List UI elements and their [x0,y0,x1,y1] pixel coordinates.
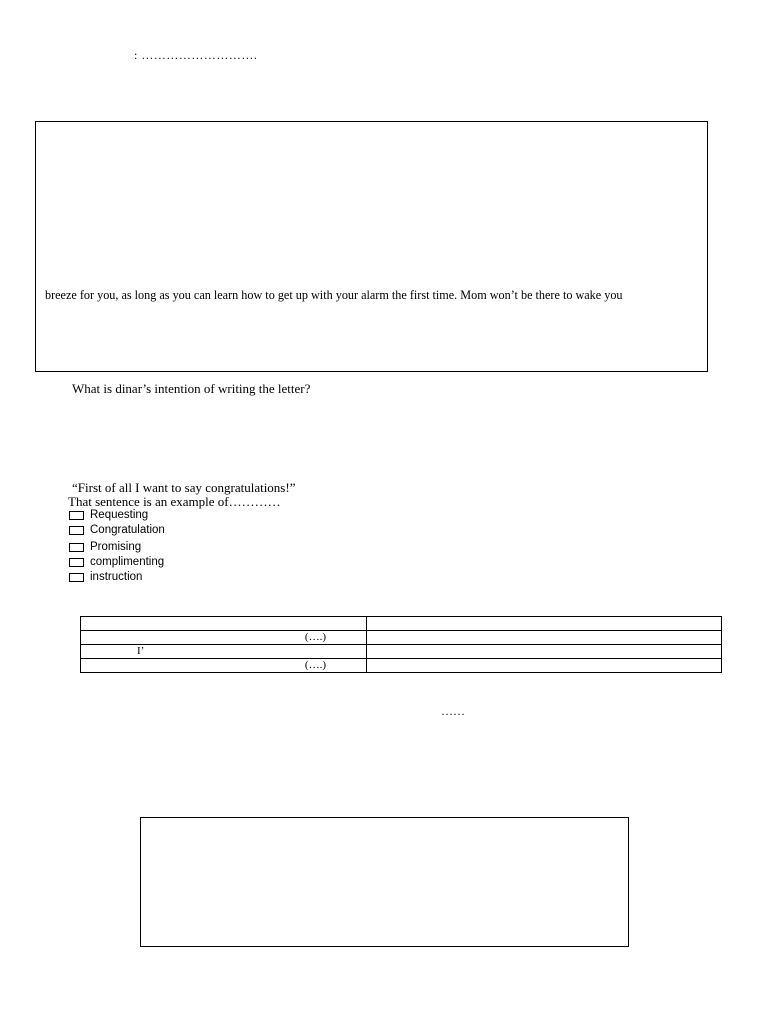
table-cell[interactable] [367,659,722,673]
table-cell[interactable] [81,645,367,659]
option-label: instruction [90,571,143,583]
checkbox-complimenting[interactable] [69,558,84,567]
table-row [81,617,722,631]
table-cell[interactable] [81,659,367,673]
table-cell[interactable] [367,631,722,645]
question-prompt: That sentence is an example of………… [68,494,281,509]
answer-box[interactable] [140,817,629,947]
question-intention: What is dinar’s intention of writing the letter? [72,381,311,396]
cell-text: (….) [304,659,326,671]
dots-blank: …… [441,704,465,718]
table-cell[interactable] [367,645,722,659]
option-label: Requesting [90,509,149,521]
table-cell[interactable] [81,617,367,631]
table-cell[interactable] [81,631,367,645]
option-congratulation[interactable] [69,523,165,537]
table-cell[interactable] [367,617,722,631]
table-row [81,631,722,645]
answer-table [80,616,722,673]
checkbox-instruction[interactable] [69,573,84,582]
checkbox-congratulation[interactable] [69,526,84,535]
letter-text-line: breeze for you, as long as you can learn how to get up with your alarm the first time. Mom won’t be there to wake you [45,288,623,302]
option-label: Congratulation [90,524,165,536]
question-quote: “First of all I want to say congratulations!” [72,480,296,495]
cell-text: I’ [137,645,145,657]
option-label: Promising [90,541,142,553]
option-complimenting[interactable] [69,555,164,569]
checkbox-requesting[interactable] [69,511,84,520]
table-row [81,645,722,659]
option-requesting[interactable] [69,508,148,522]
option-label: complimenting [90,556,165,568]
letter-box [35,121,708,372]
option-promising[interactable] [69,540,141,554]
checkbox-promising[interactable] [69,543,84,552]
option-instruction[interactable] [69,570,142,584]
cell-text: (….) [304,631,326,643]
name-blank-line: : ………………………. [134,48,258,62]
table-row [81,659,722,673]
